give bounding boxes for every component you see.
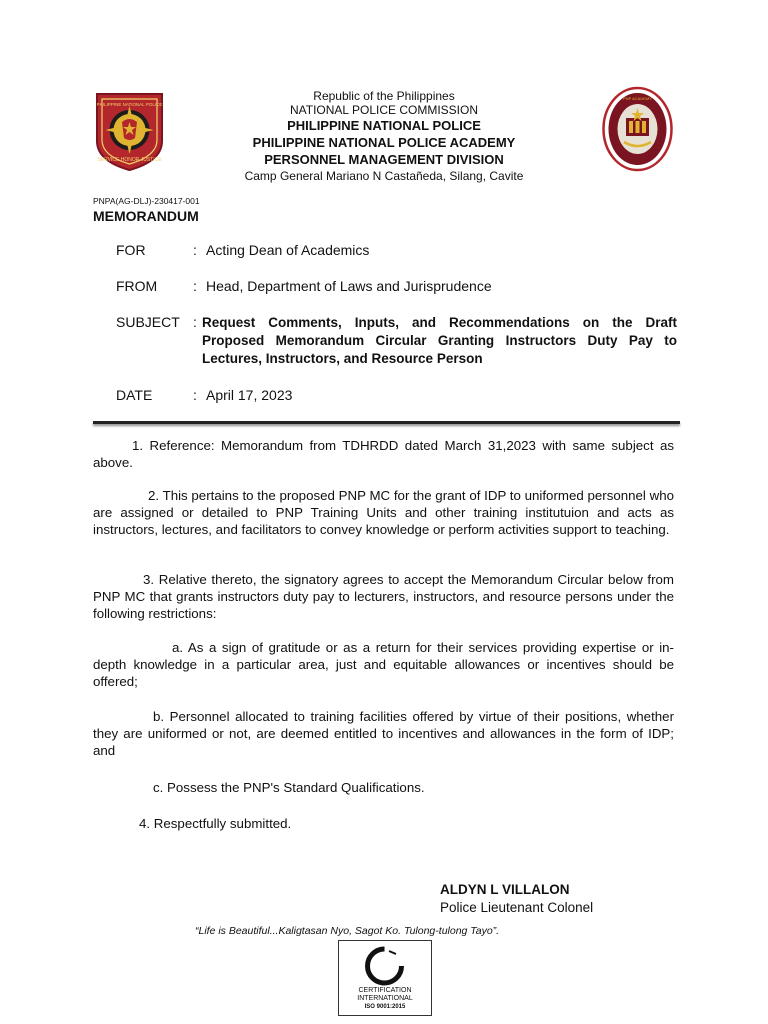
svg-text:PNP ACADEMY: PNP ACADEMY [623,96,652,101]
header-republic: Republic of the Philippines [313,89,455,103]
paragraph-3: 3. Relative thereto, the signatory agrees to accept the Memorandum Circular below from PNP MC that grants instructors duty pay to lecturers, instructors, and resource persons under the following restrictions: [93,572,674,621]
paragraph-4: 4. Respectfully submitted. [139,816,292,831]
date-label: DATE [116,387,153,403]
subject-label: SUBJECT [116,314,180,330]
paragraph-2: 2. This pertains to the proposed PNP MC for the grant of IDP to uniformed personnel who are assigned or detailed to PNP Training Units and other training institutuion and acts as instructors, lectures, and facilitators to convey knowledge or perform activities support to teaching. [93,488,674,537]
paragraph-3a: a. As a sign of gratitude or as a return for their services providing expertise or in-depth knowledge in a particular area, just and equitable allowances or incentives should be offered; [93,640,674,689]
header-napolcom: NATIONAL POLICE COMMISSION [289,103,479,117]
memo-heading: MEMORANDUM [93,208,199,224]
certification-ring-icon [339,943,430,987]
cert-line-3: ISO 9001:2015 [364,1004,406,1010]
header-pnpa: PHILIPPINE NATIONAL POLICE ACADEMY [252,135,516,150]
subject-value: Request Comments, Inputs, and Recommendations on the Draft Proposed Memorandum Circular Granting Instructors Duty Pay to Lectures, Instructors, and Resource Person [202,315,677,366]
svg-text:PHILIPPINE NATIONAL POLICE: PHILIPPINE NATIONAL POLICE [96,102,163,107]
svg-text:SERVICE HONOR JUSTICE: SERVICE HONOR JUSTICE [97,157,162,163]
paragraph-3b: b. Personnel allocated to training facilities offered by virtue of their positions, whether they are uniformed or not, are deemed entitled to incentives and allowances in the form of IDP; and [93,709,674,758]
date-value: April 17, 2023 [206,387,293,403]
cert-line-1: CERTIFICATION [358,987,412,994]
footer-motto: “Life is Beautiful...Kaligtasan Nyo, Sagot Ko. Tulong-tulong Tayo”. [195,925,500,937]
from-value: Head, Department of Laws and Jurisprudence [206,278,492,294]
from-colon: : [193,278,197,294]
header-divider [93,421,680,424]
cert-line-2: INTERNATIONAL [357,995,413,1002]
for-label: FOR [116,242,146,258]
header-pnp: PHILIPPINE NATIONAL POLICE [287,118,481,133]
signatory-rank: Police Lieutenant Colonel [440,900,594,915]
paragraph-1: 1. Reference: Memorandum from TDHRDD dated March 31,2023 with same subject as above. [93,438,674,470]
header-address: Camp General Mariano N Castañeda, Silang, Cavite [244,169,524,183]
header-division: PERSONNEL MANAGEMENT DIVISION [264,152,504,167]
subject-colon: : [193,314,197,330]
for-colon: : [193,242,197,258]
date-colon: : [193,387,197,403]
from-label: FROM [116,278,158,294]
memo-reference-number: PNPA(AG-DLJ)-230417-001 [93,196,200,206]
paragraph-3c: c. Possess the PNP's Standard Qualifications. [153,780,425,795]
signatory-name: ALDYN L VILLALON [440,882,570,897]
iso-certification-logo [338,940,432,1016]
for-value: Acting Dean of Academics [206,242,370,258]
